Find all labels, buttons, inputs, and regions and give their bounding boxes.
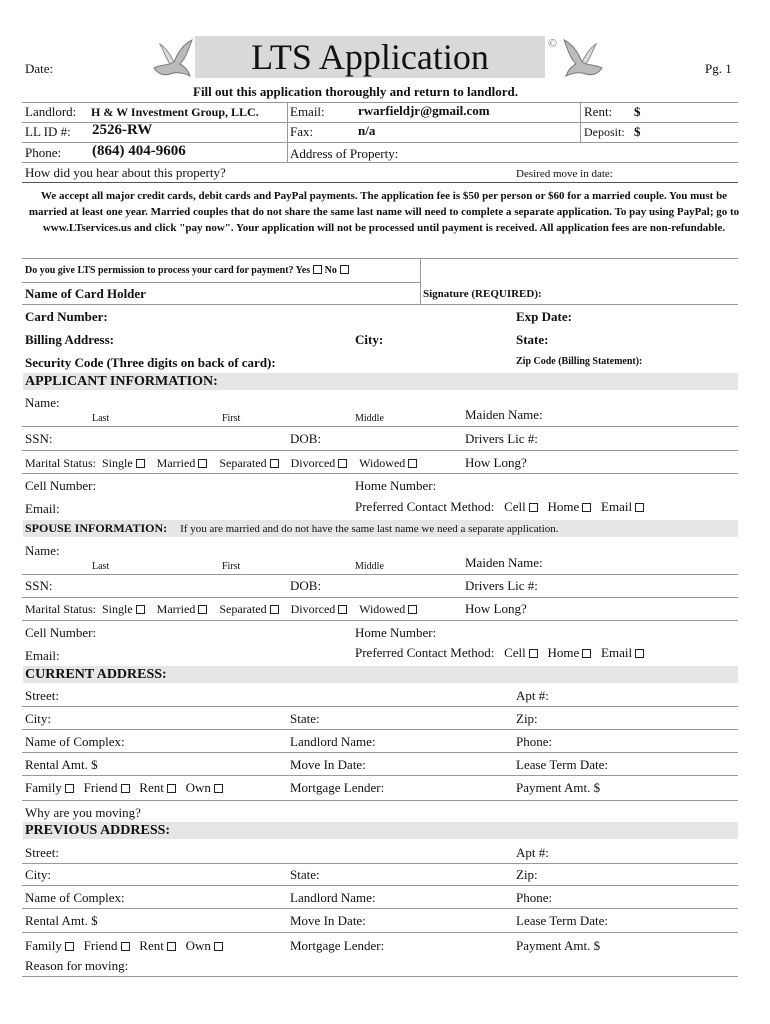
copyright-mark: © xyxy=(548,36,558,50)
ssn-label: SSN: xyxy=(25,431,53,446)
family-checkbox[interactable] xyxy=(65,784,74,793)
spouse-widowed-checkbox[interactable] xyxy=(408,605,417,614)
deposit-label: Deposit: xyxy=(584,125,625,139)
reason-moving-label: Reason for moving: xyxy=(25,958,129,973)
married-checkbox[interactable] xyxy=(198,459,207,468)
name-label: Name: xyxy=(25,395,60,410)
spouse-maiden-label: Maiden Name: xyxy=(465,555,543,570)
prev-zip-label: Zip: xyxy=(516,867,538,882)
spouse-cell-label: Cell Number: xyxy=(25,625,97,640)
fax-value: n/a xyxy=(358,123,376,138)
separated-checkbox[interactable] xyxy=(270,459,279,468)
cell-number-label: Cell Number: xyxy=(25,478,97,493)
phone-value: (864) 404-9606 xyxy=(92,143,186,159)
page-title: LTS Application xyxy=(251,37,489,77)
spouse-middle-hint: Middle xyxy=(355,561,384,572)
how-long-label: How Long? xyxy=(465,455,527,470)
prev-lease-term-label: Lease Term Date: xyxy=(516,913,608,928)
deposit-value: $ xyxy=(634,124,641,139)
no-checkbox[interactable] xyxy=(340,265,349,274)
spouse-first-hint: First xyxy=(222,561,241,572)
card-holder-label: Name of Card Holder xyxy=(25,286,146,301)
spouse-pref-home-checkbox[interactable] xyxy=(582,649,591,658)
spouse-drivers-license-label: Drivers Lic #: xyxy=(465,578,538,593)
page-number: Pg. 1 xyxy=(705,61,732,76)
phone-label: Phone: xyxy=(25,145,62,160)
zip-label: Zip: xyxy=(516,711,538,726)
llid-value: 2526-RW xyxy=(92,122,153,138)
own-checkbox[interactable] xyxy=(214,784,223,793)
spouse-ssn-label: SSN: xyxy=(25,578,53,593)
prev-rental-amount-label: Rental Amt. $ xyxy=(25,913,98,928)
prev-street-label: Street: xyxy=(25,845,59,860)
prev-rent-checkbox[interactable] xyxy=(167,942,176,951)
dob-label: DOB: xyxy=(290,431,322,446)
prev-ownership-row: Family Friend Rent Own xyxy=(25,938,223,954)
signature-label: Signature (REQUIRED): xyxy=(423,288,542,300)
previous-address-heading: PREVIOUS ADDRESS: xyxy=(23,822,738,839)
spouse-divorced-checkbox[interactable] xyxy=(338,605,347,614)
permission-question: Do you give LTS permission to process your card for payment? Yes No xyxy=(25,265,349,276)
landlord-label: Landlord: xyxy=(25,104,77,119)
landlord-name-label: Landlord Name: xyxy=(290,734,376,749)
prev-complex-label: Name of Complex: xyxy=(25,890,125,905)
email-label: Email: xyxy=(25,501,60,516)
rent-value: $ xyxy=(634,104,641,119)
current-address-heading: CURRENT ADDRESS: xyxy=(23,666,738,683)
spouse-how-long-label: How Long? xyxy=(465,601,527,616)
hear-about-label: How did you hear about this property? xyxy=(25,165,226,180)
home-number-label: Home Number: xyxy=(355,478,437,493)
date-label: Date: xyxy=(25,61,54,76)
last-hint: Last xyxy=(92,413,110,424)
friend-checkbox[interactable] xyxy=(121,784,130,793)
spouse-single-checkbox[interactable] xyxy=(136,605,145,614)
rental-amount-label: Rental Amt. $ xyxy=(25,757,98,772)
city-label: City: xyxy=(355,332,384,347)
payment-amount-label: Payment Amt. $ xyxy=(516,780,601,795)
preferred-contact-row: Preferred Contact Method: Cell Home Email xyxy=(355,499,644,515)
spouse-pref-cell-checkbox[interactable] xyxy=(529,649,538,658)
why-moving-label: Why are you moving? xyxy=(25,805,141,820)
spouse-preferred-contact-row: Preferred Contact Method: Cell Home Email xyxy=(355,645,644,661)
subtitle: Fill out this application thoroughly and return to landlord. xyxy=(193,84,518,99)
spouse-last-hint: Last xyxy=(92,561,110,572)
prev-payment-amount-label: Payment Amt. $ xyxy=(516,938,601,953)
security-code-label: Security Code (Three digits on back of card): xyxy=(25,355,276,370)
spouse-note: If you are married and do not have the same last name we need a separate application. xyxy=(180,523,559,535)
spouse-married-checkbox[interactable] xyxy=(198,605,207,614)
spouse-email-label: Email: xyxy=(25,648,60,663)
applicant-heading: APPLICANT INFORMATION: xyxy=(23,373,738,390)
spouse-dob-label: DOB: xyxy=(290,578,322,593)
middle-hint: Middle xyxy=(355,413,384,424)
prev-phone-label: Phone: xyxy=(516,890,553,905)
prev-state-label: State: xyxy=(290,867,320,882)
dove-icon xyxy=(560,38,608,80)
prev-mortgage-lender-label: Mortgage Lender: xyxy=(290,938,385,953)
prev-own-checkbox[interactable] xyxy=(214,942,223,951)
spouse-marital-status-row: Marital Status: Single Married Separated Divorced Widowed xyxy=(25,602,417,617)
property-address-label: Address of Property: xyxy=(290,146,399,161)
prev-city-label: City: xyxy=(25,867,52,882)
landlord-value: H & W Investment Group, LLC. xyxy=(91,105,259,119)
prev-apt-label: Apt #: xyxy=(516,845,549,860)
spouse-pref-email-checkbox[interactable] xyxy=(635,649,644,658)
apt-label: Apt #: xyxy=(516,688,549,703)
lease-term-label: Lease Term Date: xyxy=(516,757,608,772)
card-number-label: Card Number: xyxy=(25,309,108,324)
spouse-name-label: Name: xyxy=(25,543,60,558)
pref-cell-checkbox[interactable] xyxy=(529,503,538,512)
prev-landlord-name-label: Landlord Name: xyxy=(290,890,376,905)
pref-email-checkbox[interactable] xyxy=(635,503,644,512)
maiden-label: Maiden Name: xyxy=(465,407,543,422)
billing-address-label: Billing Address: xyxy=(25,332,114,347)
state-label: State: xyxy=(290,711,320,726)
widowed-checkbox[interactable] xyxy=(408,459,417,468)
prev-friend-checkbox[interactable] xyxy=(121,942,130,951)
prev-family-checkbox[interactable] xyxy=(65,942,74,951)
spouse-heading-bar xyxy=(23,520,738,537)
llid-label: LL ID #: xyxy=(25,124,71,139)
pref-home-checkbox[interactable] xyxy=(582,503,591,512)
spouse-home-label: Home Number: xyxy=(355,625,437,640)
fax-label: Fax: xyxy=(290,124,314,139)
street-label: Street: xyxy=(25,688,59,703)
single-checkbox[interactable] xyxy=(136,459,145,468)
email-value: rwarfieldjr@gmail.com xyxy=(358,103,490,118)
ownership-row: Family Friend Rent Own xyxy=(25,780,223,796)
exp-date-label: Exp Date: xyxy=(516,309,572,324)
zip-billing-label: Zip Code (Billing Statement): xyxy=(516,356,643,367)
phone-label: Phone: xyxy=(516,734,553,749)
rent-checkbox[interactable] xyxy=(167,784,176,793)
state-label: State: xyxy=(516,332,549,347)
rent-label: Rent: xyxy=(584,104,613,119)
spouse-heading: SPOUSE INFORMATION: xyxy=(25,521,168,535)
drivers-license-label: Drivers Lic #: xyxy=(465,431,538,446)
first-hint: First xyxy=(222,413,241,424)
divorced-checkbox[interactable] xyxy=(338,459,347,468)
marital-status-row: Marital Status: Single Married Separated Divorced Widowed xyxy=(25,456,417,471)
yes-checkbox[interactable] xyxy=(313,265,322,274)
move-in-label: Desired move in date: xyxy=(516,168,613,180)
spouse-separated-checkbox[interactable] xyxy=(270,605,279,614)
move-in-date-label: Move In Date: xyxy=(290,757,366,772)
complex-label: Name of Complex: xyxy=(25,734,125,749)
dove-icon xyxy=(148,38,196,80)
prev-move-in-date-label: Move In Date: xyxy=(290,913,366,928)
city-label: City: xyxy=(25,711,52,726)
payment-notice: We accept all major credit cards, debit cards and PayPal payments. The application fee is $50 per person or $60 for a married couple. You must be married at least one year. Married couples that do not share the same last name will need to complete a separate application. To pay using PayPal; go to www.LTservices.us and click "pay now". Your application will not be processed until payment is received. All application fees are non-refundable. xyxy=(28,190,740,234)
email-label: Email: xyxy=(290,104,325,119)
mortgage-lender-label: Mortgage Lender: xyxy=(290,780,385,795)
